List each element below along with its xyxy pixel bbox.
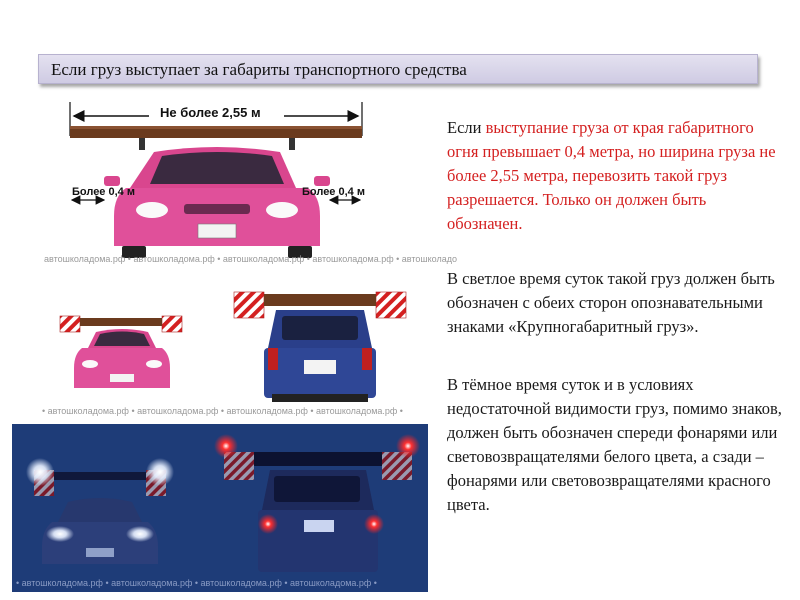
watermark-top: автошколадома.рф • автошколадома.рф • автошколадома.рф • автошколадома.рф • автошколадо <box>44 254 457 264</box>
watermark-middle: • автошколадома.рф • автошколадома.рф • автошколадома.рф • автошколадома.рф • <box>42 406 403 416</box>
figure-night-lights <box>12 424 428 592</box>
night-cars-diagram <box>12 424 428 592</box>
daylight-cars-diagram <box>40 288 425 418</box>
title-bar <box>38 54 758 84</box>
left-overhang-label: Более 0,4 м <box>72 186 135 198</box>
width-limit-label: Не более 2,55 м <box>160 105 261 120</box>
right-overhang-label: Более 0,4 м <box>302 186 365 198</box>
figure-front-dimensions <box>44 96 457 268</box>
slide-title: Если груз выступает за габариты транспортного средства <box>51 60 467 79</box>
paragraph-1-lead: Если <box>447 118 486 137</box>
paragraph-daylight-rule: В светлое время суток такой груз должен быть обозначен с обеих сторон опознавательными знаками «Крупногабаритный груз». <box>447 269 775 336</box>
front-car-diagram <box>44 96 390 268</box>
paragraph-night-rule: В тёмное время суток и в условиях недостаточной видимости груз, помимо знаков, должен быть обозначен спереди фонарями или световозвращателями белого цвета, а сзади – фонарями или световозвращателями красного цвета. <box>447 375 782 514</box>
figure-daylight-signs <box>40 288 425 418</box>
watermark-bottom: • автошколадома.рф • автошколадома.рф • автошколадома.рф • автошколадома.рф • <box>16 578 377 588</box>
paragraph-overhang-rule <box>447 116 777 236</box>
paragraph-1-highlight: выступание груза от края габаритного огня превышает 0,4 метра, но ширина груза не более 2,55 метра, перевозить такой груз разрешается. Только он должен быть обозначен. <box>447 118 776 233</box>
